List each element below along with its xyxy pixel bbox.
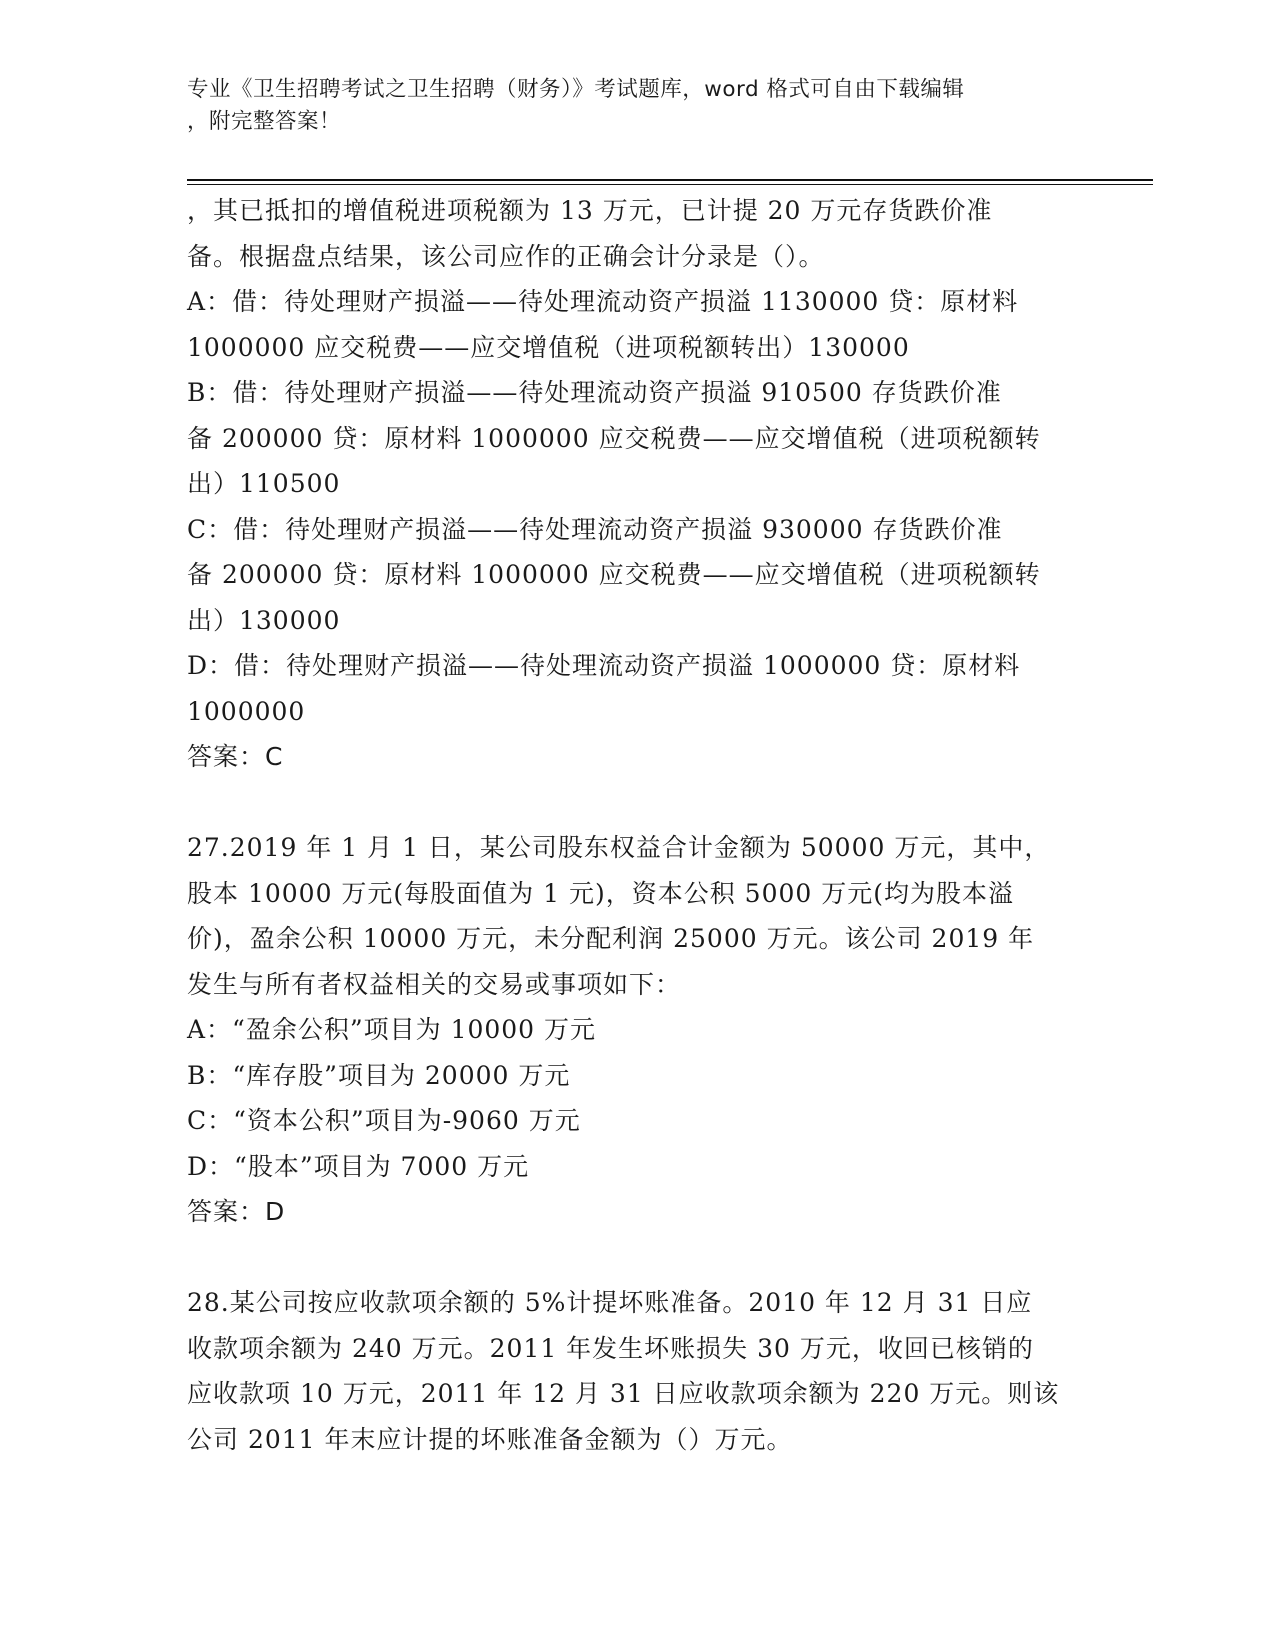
question-28-stem-line-3: 应收款项 10 万元，2011 年 12 月 31 日应收款项余额为 220 万元。则该 xyxy=(187,1379,1060,1408)
document-header xyxy=(187,74,1087,138)
question-26-option-c-line-1: C：借：待处理财产损溢——待处理流动资产损溢 930000 存货跌价准 xyxy=(187,514,1003,544)
question-26-answer: 答案：C xyxy=(187,742,284,771)
question-26-option-c-line-3: 出）130000 xyxy=(187,605,341,635)
header-divider-thin xyxy=(187,184,1153,185)
question-27 xyxy=(187,825,1087,1235)
question-26-option-a-line-2: 1000000 应交税费——应交增值税（进项税额转出）130000 xyxy=(187,332,910,362)
question-26-option-c-line-2: 备 200000 贷：原材料 1000000 应交税费——应交增值税（进项税额转 xyxy=(187,560,1041,589)
question-26-option-d-line-1: D：借：待处理财产损溢——待处理流动资产损溢 1000000 贷：原材料 xyxy=(187,651,1021,680)
question-27-option-d: D：“股本”项目为 7000 万元 xyxy=(187,1151,530,1181)
question-27-option-a: A：“盈余公积”项目为 10000 万元 xyxy=(187,1015,597,1044)
header-divider-thick xyxy=(187,179,1153,181)
question-spacer xyxy=(187,1235,1087,1281)
question-26-option-b-line-1: B：借：待处理财产损溢——待处理流动资产损溢 910500 存货跌价准 xyxy=(187,378,1002,407)
question-26-option-b-line-2: 备 200000 贷：原材料 1000000 应交税费——应交增值税（进项税额转 xyxy=(187,423,1041,453)
question-26-stem-line-1: ，其已抵扣的增值税进项税额为 13 万元，已计提 20 万元存货跌价准 xyxy=(187,196,993,225)
question-28 xyxy=(187,1280,1087,1462)
question-26-stem-line-2: 备。根据盘点结果，该公司应作的正确会计分录是（）。 xyxy=(187,241,825,271)
header-title-line-2: ，附完整答案！ xyxy=(187,109,342,134)
question-27-option-b: B：“库存股”项目为 20000 万元 xyxy=(187,1060,571,1090)
question-27-stem-line-1: 27.2019 年 1 月 1 日，某公司股东权益合计金额为 50000 万元，其中， xyxy=(187,833,1051,862)
question-27-stem-line-4: 发生与所有者权益相关的交易或事项如下： xyxy=(187,969,682,999)
question-26 xyxy=(187,188,1087,780)
header-title-line-1: 专业《卫生招聘考试之卫生招聘（财务）》考试题库，word 格式可自由下载编辑 xyxy=(187,77,965,102)
question-26-option-b-line-3: 出）110500 xyxy=(187,469,341,498)
question-27-stem-line-2: 股本 10000 万元(每股面值为 1 元)，资本公积 5000 万元(均为股本溢 xyxy=(187,878,1015,908)
question-26-option-d-line-2: 1000000 xyxy=(187,696,306,726)
question-28-stem-line-1: 28.某公司按应收款项余额的 5%计提坏账准备。2010 年 12 月 31 日应 xyxy=(187,1288,1033,1317)
document-body xyxy=(187,188,1087,1462)
question-27-answer: 答案：D xyxy=(187,1197,286,1226)
question-28-stem-line-2: 收款项余额为 240 万元。2011 年发生坏账损失 30 万元，收回已核销的 xyxy=(187,1333,1034,1363)
question-28-stem-line-4: 公司 2011 年末应计提的坏账准备金额为（）万元。 xyxy=(187,1424,793,1454)
question-27-option-c: C：“资本公积”项目为-9060 万元 xyxy=(187,1106,581,1135)
question-spacer xyxy=(187,780,1087,826)
question-27-stem-line-3: 价)，盈余公积 10000 万元，未分配利润 25000 万元。该公司 2019 年 xyxy=(187,924,1035,953)
question-26-option-a-line-1: A：借：待处理财产损溢——待处理流动资产损溢 1130000 贷：原材料 xyxy=(187,287,1019,316)
